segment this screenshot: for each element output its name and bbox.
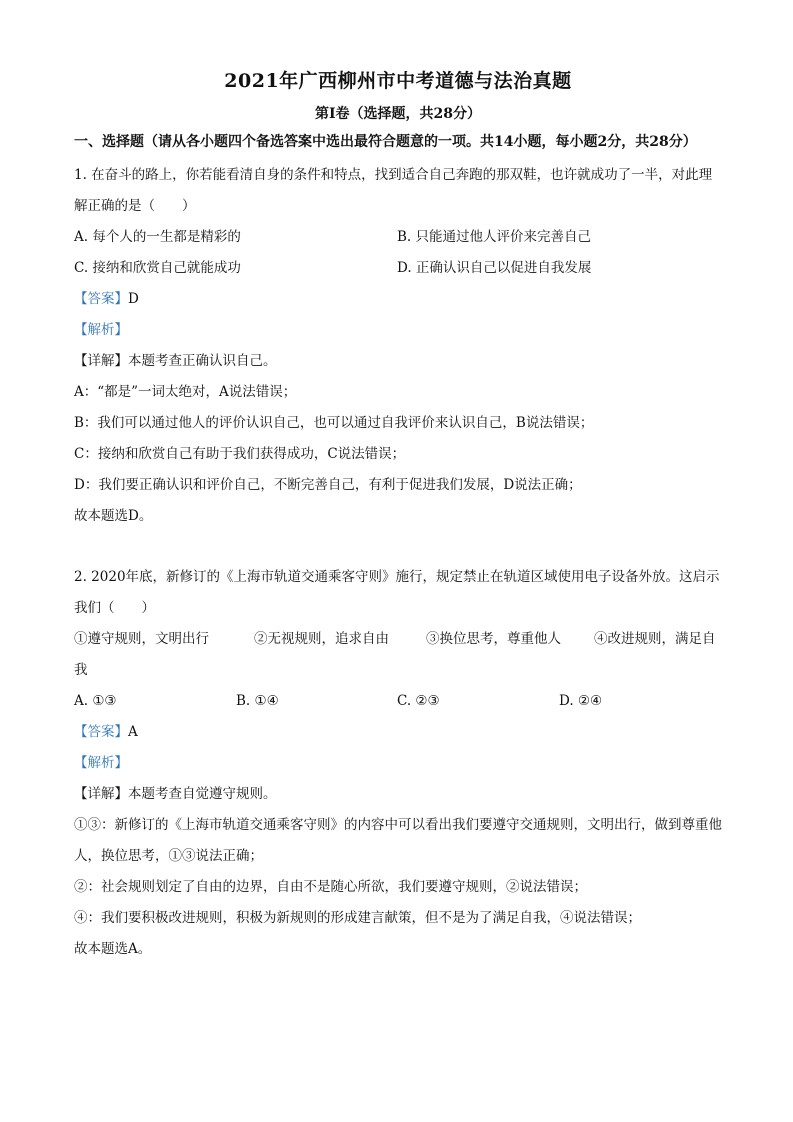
statement-1: ①遵守规则，文明出行 (74, 631, 209, 647)
page-subtitle: 第Ⅰ卷（选择题，共28分） (314, 106, 482, 122)
conclusion-line: 故本题选D。 (74, 508, 153, 524)
option-b: B. 只能通过他人评价来完善自己 (397, 229, 592, 245)
statement-3: ③换位思考，尊重他人 (426, 631, 561, 647)
explanation-line: B：我们可以通过他人的评价认识自己，也可以通过自我评价来认识自己，B说法错误； (74, 415, 594, 431)
detail-tag: 【详解】 (74, 786, 128, 802)
option-d: D. ②④ (559, 693, 603, 709)
statement-4: ④改进规则，满足自 (594, 631, 716, 647)
explanation-line: A：“都是”一词太绝对，A说法错误； (74, 384, 297, 400)
exam-page (74, 66, 722, 965)
analysis-line (74, 748, 722, 779)
option-c: C. 接纳和欣赏自己就能成功 (74, 260, 241, 276)
answer-value: D (128, 291, 139, 307)
explanation-line: ①③：新修订的《上海市轨道交通乘客守则》的内容中可以看出我们要遵守交通规则，文明出行，做到尊重他人，换位思考，①③说法正确； (74, 817, 722, 864)
option-b: B. ①④ (236, 693, 279, 709)
option-c: C. ②③ (397, 693, 440, 709)
question-1-stem: 1. 在奋斗的路上，你若能看清自身的条件和特点，找到适合自己奔跑的那双鞋，也许就成功了一半，对此理解正确的是（ ） (74, 167, 713, 214)
explanation-line: D：我们要正确认识和评价自己，不断完善自己，有利于促进我们发展，D说法正确； (74, 477, 582, 493)
statement-4-tail: 我 (74, 662, 88, 678)
question-1-options-row-2 (74, 253, 722, 284)
answer-tag: 【答案】 (74, 291, 128, 307)
option-a: A. 每个人的一生都是精彩的 (74, 229, 241, 245)
page-title: 2021年广西柳州市中考道德与法治真题 (224, 70, 572, 92)
explanation-line: C：接纳和欣赏自己有助于我们获得成功，C说法错误； (74, 446, 406, 462)
analysis-tag: 【解析】 (74, 322, 128, 338)
section-heading: 一、选择题（请从各小题四个备选答案中选出最符合题意的一项。共14小题，每小题2分，共28分） (74, 134, 697, 150)
detail-text: 本题考查正确认识自己。 (128, 353, 277, 369)
option-a: A. ①③ (74, 693, 117, 709)
explanation-line: ④：我们要积极改进规则，积极为新规则的形成建言献策，但不是为了满足自我，④说法错误； (74, 910, 641, 926)
option-d: D. 正确认识自己以促进自我发展 (397, 260, 592, 276)
answer-value: A (128, 724, 138, 740)
question-2-statements (74, 624, 722, 655)
question-2-stem: 2. 2020年底，新修订的《上海市轨道交通乘客守则》施行，规定禁止在轨道区域使用电子设备外放。这启示我们（ ） (74, 569, 720, 616)
question-2 (74, 562, 722, 965)
analysis-line (74, 315, 722, 346)
answer-tag: 【答案】 (74, 724, 128, 740)
analysis-tag: 【解析】 (74, 755, 128, 771)
question-1 (74, 160, 722, 532)
spacer (74, 532, 722, 562)
detail-line (74, 779, 722, 810)
answer-line (74, 717, 722, 748)
answer-line (74, 284, 722, 315)
conclusion-line: 故本题选A。 (74, 941, 152, 957)
question-2-options (74, 686, 722, 717)
explanation-line: ②：社会规则划定了自由的边界，自由不是随心所欲，我们要遵守规则，②说法错误； (74, 879, 587, 895)
detail-tag: 【详解】 (74, 353, 128, 369)
statement-2: ②无视规则，追求自由 (254, 631, 389, 647)
detail-line (74, 346, 722, 377)
question-1-options-row-1 (74, 222, 722, 253)
detail-text: 本题考查自觉遵守规则。 (128, 786, 277, 802)
